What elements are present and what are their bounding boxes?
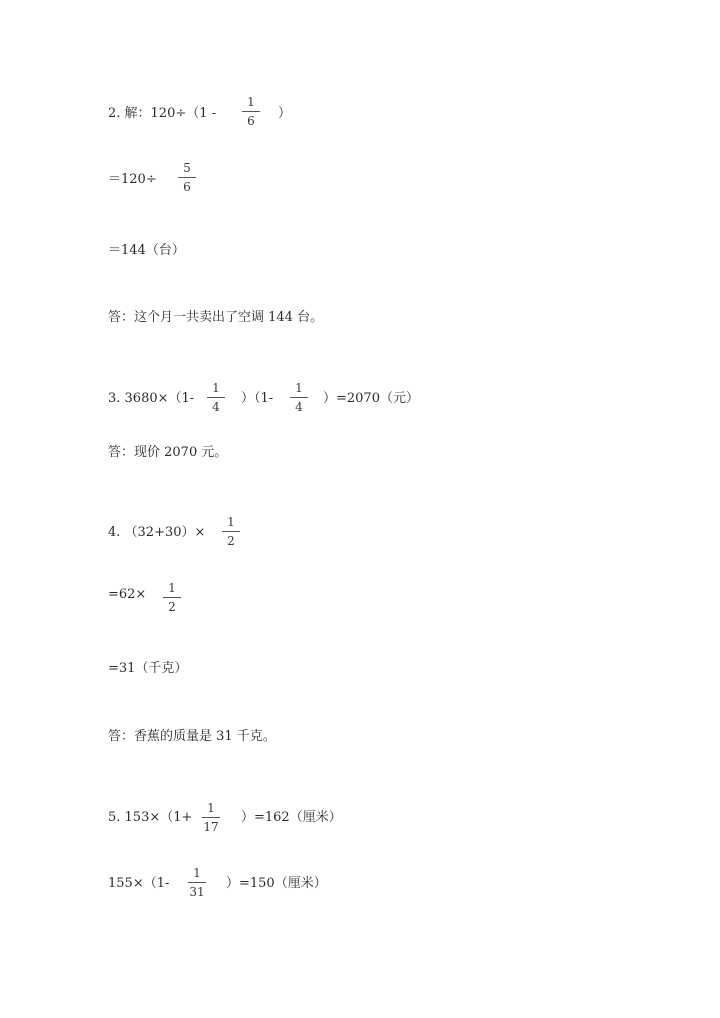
fraction-denominator: 2: [168, 600, 176, 614]
q5-line1-prefix: 5. 153×（1+: [108, 810, 193, 825]
q3-line1-fraction-2: [286, 381, 312, 414]
q5-line2-suffix: ）=150（厘米）: [226, 876, 327, 891]
q4-line2-fraction: [159, 581, 185, 614]
fraction-numerator: 1: [207, 801, 215, 815]
q4-answer: 答：香蕉的质量是 31 千克。: [108, 729, 276, 744]
fraction-bar: [202, 817, 220, 818]
q2-answer: 答：这个月一共卖出了空调 144 台。: [108, 310, 324, 325]
q3-line1-mid: ）（1-: [241, 391, 274, 406]
fraction-bar: [290, 397, 308, 398]
q3-line1-prefix: 3. 3680×（1-: [108, 391, 195, 406]
q2-line1-fraction: [238, 95, 264, 128]
fraction-numerator: 1: [227, 515, 235, 529]
q4-line1-prefix: 4. （32+30）×: [108, 525, 206, 540]
fraction-bar: [178, 177, 196, 178]
q5-line1-suffix: ）=162（厘米）: [241, 810, 342, 825]
q2-line3: ＝144（台）: [108, 243, 185, 258]
q4-line2-prefix: =62×: [108, 587, 147, 602]
q5-line2-prefix: 155×（1-: [108, 876, 170, 891]
fraction-numerator: 1: [193, 866, 201, 880]
fraction-numerator: 5: [183, 161, 191, 175]
q4-line1-fraction: [218, 515, 244, 548]
fraction-denominator: 31: [189, 885, 205, 899]
q4-line3: =31（千克）: [108, 661, 188, 676]
fraction-bar: [242, 111, 260, 112]
q2-line1-prefix: 2. 解：120÷（1 -: [108, 106, 217, 121]
fraction-numerator: 1: [212, 381, 220, 395]
fraction-denominator: 4: [212, 400, 220, 414]
fraction-bar: [222, 531, 240, 532]
q5-line1-fraction: [198, 801, 224, 834]
q3-line1-fraction-1: [203, 381, 229, 414]
q3-line1-suffix: ）=2070（元）: [323, 391, 419, 406]
q2-line2-prefix: ＝120÷: [108, 172, 157, 187]
fraction-numerator: 1: [295, 381, 303, 395]
q2-line1-suffix: ）: [278, 106, 292, 121]
fraction-denominator: 6: [183, 180, 191, 194]
fraction-bar: [207, 397, 225, 398]
fraction-numerator: 1: [247, 95, 255, 109]
fraction-numerator: 1: [168, 581, 176, 595]
fraction-denominator: 17: [203, 820, 219, 834]
fraction-denominator: 6: [247, 114, 255, 128]
fraction-denominator: 4: [295, 400, 303, 414]
q5-line2-fraction: [184, 866, 210, 899]
q3-answer: 答：现价 2070 元。: [108, 445, 228, 460]
q2-line2-fraction: [174, 161, 200, 194]
fraction-denominator: 2: [227, 534, 235, 548]
fraction-bar: [188, 882, 206, 883]
fraction-bar: [163, 597, 181, 598]
